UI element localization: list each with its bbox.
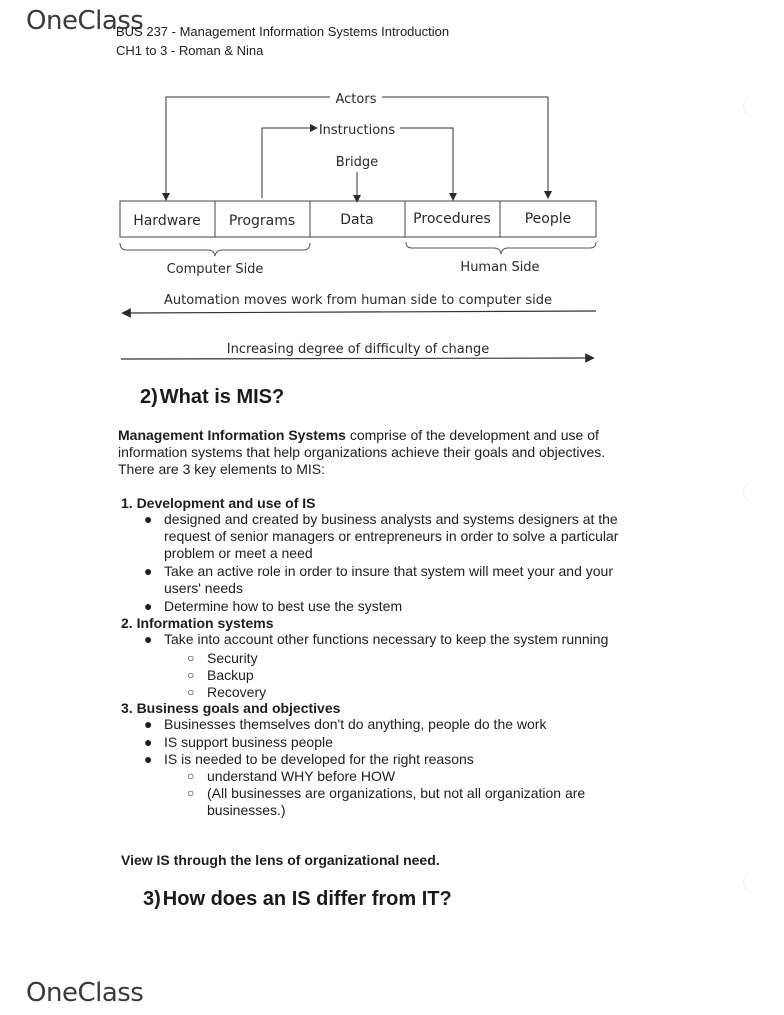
sub-list-item: ○ Recovery [187, 684, 267, 700]
list-item: ● designed and created by business analysts and systems designers at the request of senior managers or entrepreneurs in order to solve a particular problem or meet a need [144, 511, 619, 561]
bridge-label: Bridge [335, 155, 379, 170]
scan-hole-mark [743, 92, 784, 120]
sub-list-item: ○ (All businesses are organizations, but not all organization are businesses.) [187, 785, 586, 818]
section-3-number: 3) [143, 888, 161, 910]
closing-statement: View IS through the lens of organizational need. [121, 852, 440, 868]
scan-hole-mark [743, 478, 784, 506]
instructions-label: Instructions [318, 123, 396, 138]
section-3-title: How does an IS differ from IT? [162, 888, 452, 910]
list-item: ● IS support business people [144, 734, 333, 750]
five-component-diagram [0, 0, 784, 380]
sub-list-item: ○ Security [187, 650, 258, 666]
section-2-heading [140, 387, 284, 407]
computer-side-label: Computer Side [166, 262, 264, 277]
element-3-heading: 3. Business goals and objectives [121, 700, 341, 716]
box-procedures: Procedures [413, 211, 491, 227]
box-data: Data [340, 212, 374, 228]
element-1-heading: 1. Development and use of IS [121, 495, 316, 511]
oneclass-logo-bottom: OneClass [26, 978, 144, 1008]
difficulty-arrow [121, 342, 590, 359]
sub-list-item: ○ understand WHY before HOW [187, 768, 396, 784]
mis-term: Management Information Systems [118, 427, 346, 443]
computer-side-brace [120, 243, 310, 277]
intro-line-3: There are 3 key elements to MIS: [118, 461, 325, 477]
human-side-brace [406, 242, 596, 275]
bridge-connector [336, 155, 378, 199]
intro-line-1: comprise of the development and use of [345, 427, 599, 443]
human-side-label: Human Side [460, 260, 540, 275]
difficulty-label: Increasing degree of difficulty of change [226, 342, 490, 357]
sub-list-item: ○ Backup [187, 667, 254, 683]
box-hardware: Hardware [133, 213, 201, 229]
element-2-heading: 2. Information systems [121, 615, 274, 631]
list-item: ● Businesses themselves don't do anything, people do the work [144, 716, 547, 732]
section-3-heading [143, 889, 452, 909]
intro-line-2: information systems that help organizations achieve their goals and objectives. [118, 444, 606, 460]
section-2-number: 2) [140, 386, 158, 408]
component-boxes [120, 201, 596, 237]
section-2-title: What is MIS? [159, 386, 285, 408]
automation-arrow [126, 293, 596, 313]
oneclass-logo-top: OneClass [26, 6, 144, 36]
scan-hole-mark [743, 868, 784, 896]
box-programs: Programs [228, 213, 296, 229]
chapter-authors: CH1 to 3 - Roman & Nina [116, 43, 264, 58]
automation-label: Automation moves work from human side to computer side [164, 293, 552, 308]
list-item: ● IS is needed to be developed for the right reasons [144, 751, 474, 767]
mis-definition-paragraph [118, 427, 638, 478]
list-item: ● Determine how to best use the system [144, 598, 403, 614]
actors-label: Actors [335, 92, 377, 107]
list-item: ● Take an active role in order to insure that system will meet your and your users' needs [144, 563, 613, 596]
course-title: BUS 237 - Management Information Systems Introduction [116, 24, 450, 39]
box-people: People [524, 211, 572, 227]
list-item: ● Take into account other functions necessary to keep the system running [144, 631, 609, 647]
